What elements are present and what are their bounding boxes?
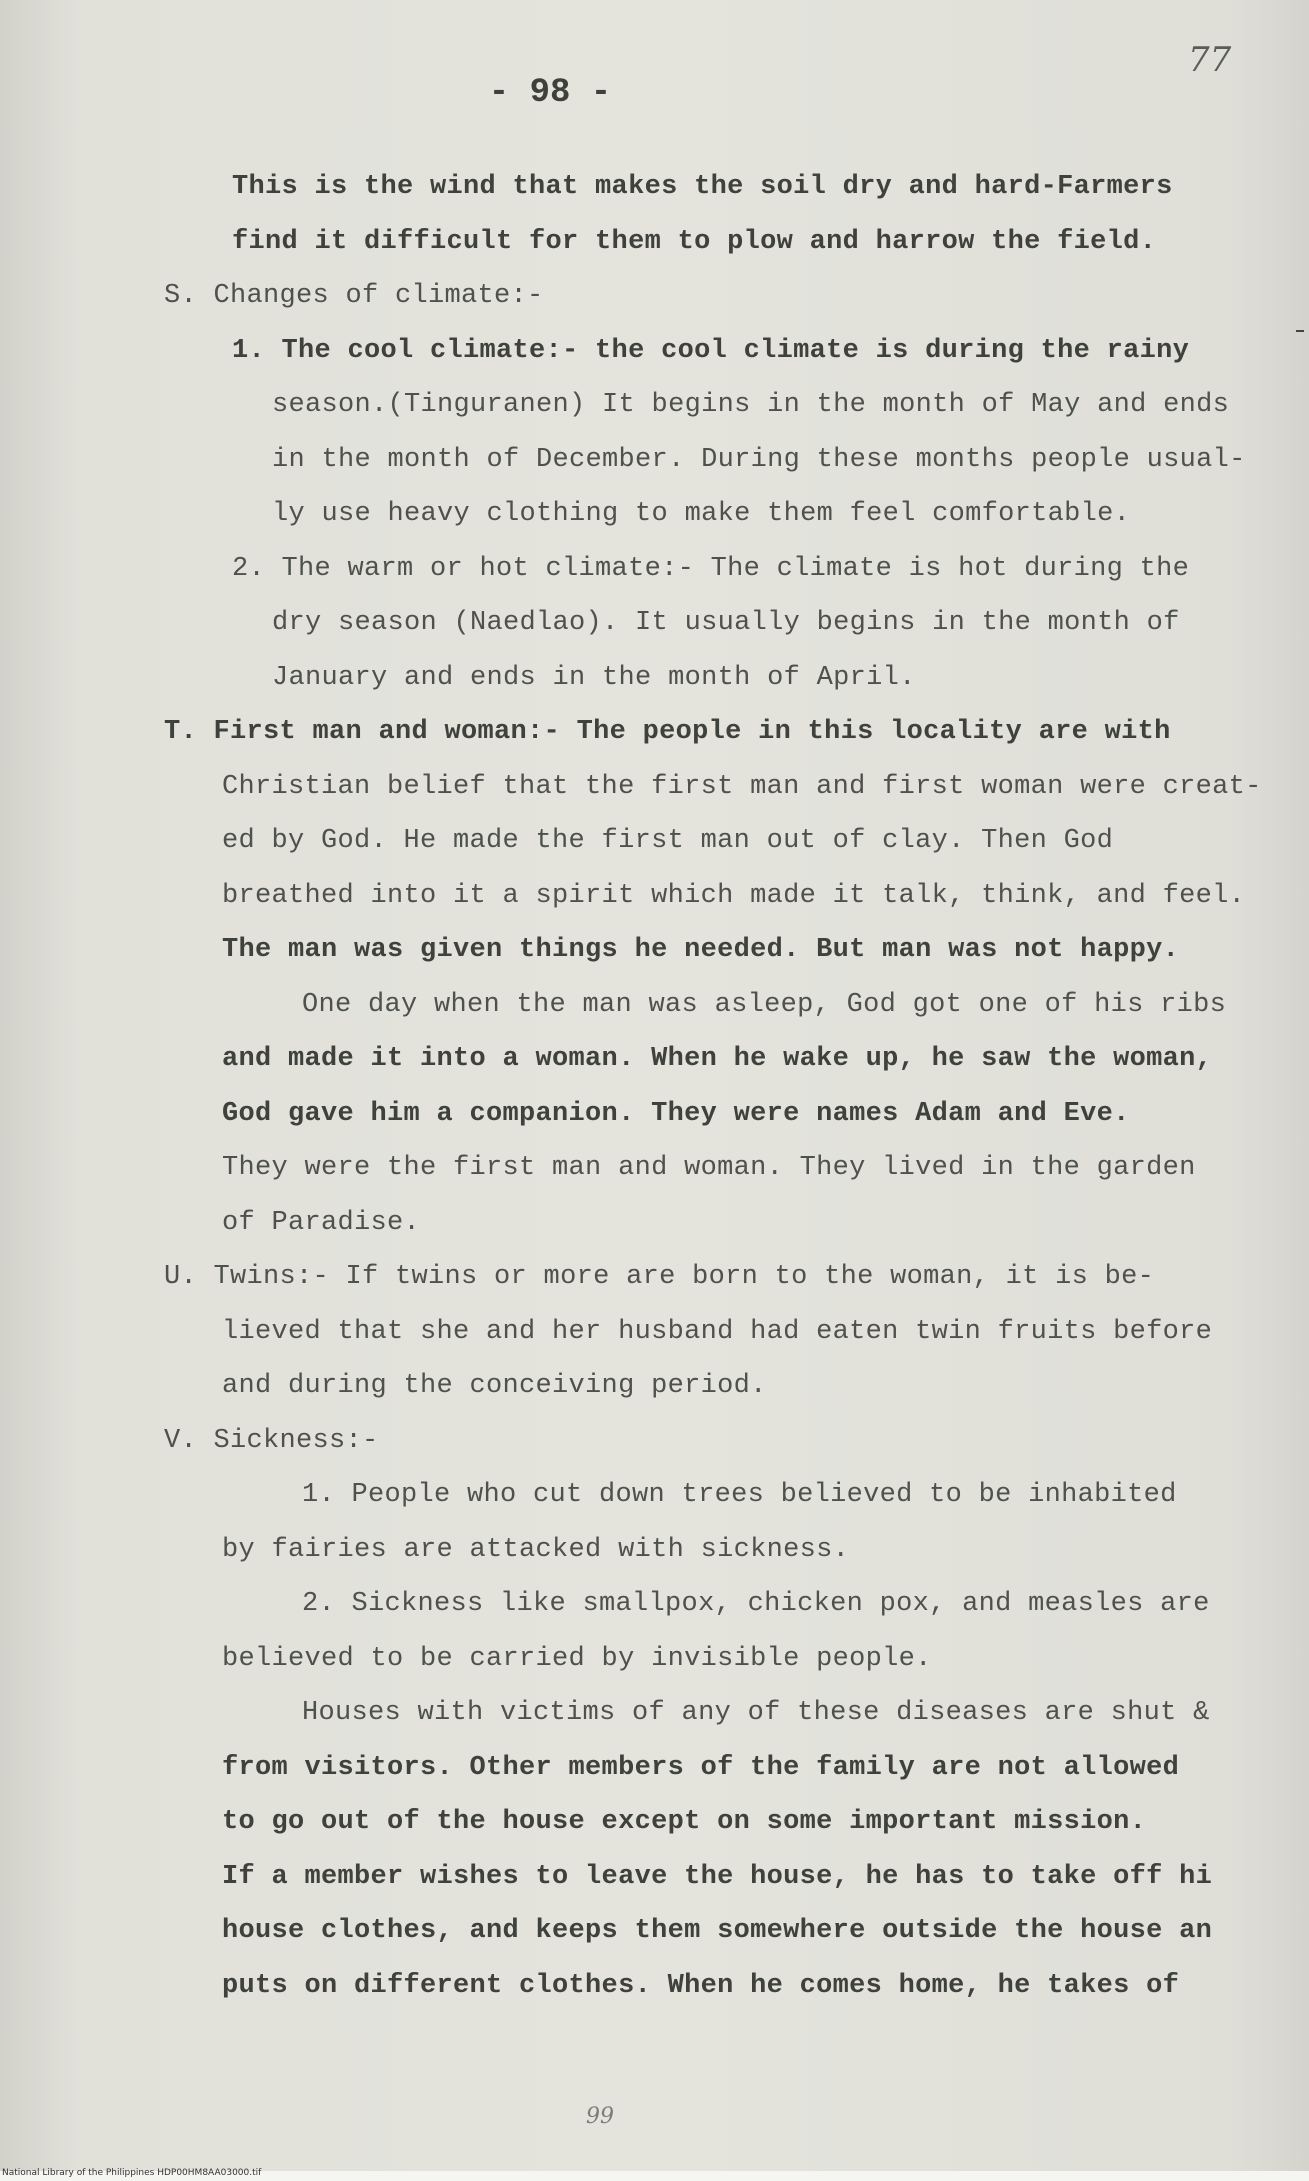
text-line: by fairies are attacked with sickness. xyxy=(222,1534,850,1565)
text-line: ed by God. He made the first man out of clay. Then God xyxy=(222,826,1114,856)
text-line: 2. Sickness like smallpox, chicken pox, and measles are xyxy=(302,1589,1210,1619)
text-line: 2. The warm or hot climate:- The climate is hot during the xyxy=(232,553,1190,584)
margin-mark xyxy=(1296,330,1304,332)
text-line: in the month of December. During these months people usual- xyxy=(272,444,1246,475)
text-line: S. Changes of climate:- xyxy=(164,281,544,311)
text-line: T. First man and woman:- The people in this locality are with xyxy=(164,717,1171,747)
typed-text-body xyxy=(164,160,1294,2013)
text-line: puts on different clothes. When he comes home, he takes of xyxy=(222,1970,1180,2001)
text-line: 1. The cool climate:- the cool climate is during the rainy xyxy=(232,335,1190,366)
text-line: to go out of the house except on some important mission. xyxy=(222,1807,1147,1837)
text-line: The man was given things he needed. But man was not happy. xyxy=(222,935,1180,965)
text-line: lieved that she and her husband had eaten twin fruits before xyxy=(222,1316,1213,1347)
text-line: find it difficult for them to plow and harrow the field. xyxy=(232,226,1157,257)
text-line: Christian belief that the first man and first woman were creat- xyxy=(222,771,1262,802)
text-line: believed to be carried by invisible people. xyxy=(222,1643,932,1674)
text-line: If a member wishes to leave the house, he has to take off hi xyxy=(222,1861,1213,1892)
handwritten-archive-number: 77 xyxy=(1188,40,1232,80)
text-line: God gave him a companion. They were names Adam and Eve. xyxy=(222,1098,1130,1129)
text-line: January and ends in the month of April. xyxy=(272,662,916,693)
text-line: They were the first man and woman. They lived in the garden xyxy=(222,1153,1196,1183)
text-line: season.(Tinguranen) It begins in the month of May and ends xyxy=(272,390,1230,420)
text-line: breathed into it a spirit which made it talk, think, and feel. xyxy=(222,880,1246,911)
text-line: from visitors. Other members of the family are not allowed xyxy=(222,1752,1180,1783)
text-line: dry season (Naedlao). It usually begins in the month of xyxy=(272,608,1180,638)
text-line: U. Twins:- If twins or more are born to the woman, it is be- xyxy=(164,1262,1155,1292)
text-line: and made it into a woman. When he wake up, he saw the woman, xyxy=(222,1044,1213,1074)
page-number: - 98 - xyxy=(488,74,612,112)
text-line: One day when the man was asleep, God got one of his ribs xyxy=(302,989,1227,1020)
text-line: house clothes, and keeps them somewhere outside the house an xyxy=(222,1916,1213,1946)
text-line: ly use heavy clothing to make them feel comfortable. xyxy=(272,499,1131,529)
text-line: of Paradise. xyxy=(222,1207,421,1238)
text-line: This is the wind that makes the soil dry and hard-Farmers xyxy=(232,172,1173,202)
text-line: V. Sickness:- xyxy=(164,1425,379,1456)
handwritten-folio-number: 99 xyxy=(586,2104,614,2129)
text-line: Houses with victims of any of these diseases are shut & xyxy=(302,1698,1210,1728)
text-line: and during the conceiving period. xyxy=(222,1371,767,1401)
scan-footer-text: National Library of the Philippines HDP00HM8AA03000.tif xyxy=(2,2168,262,2178)
text-line: 1. People who cut down trees believed to be inhabited xyxy=(302,1480,1177,1510)
